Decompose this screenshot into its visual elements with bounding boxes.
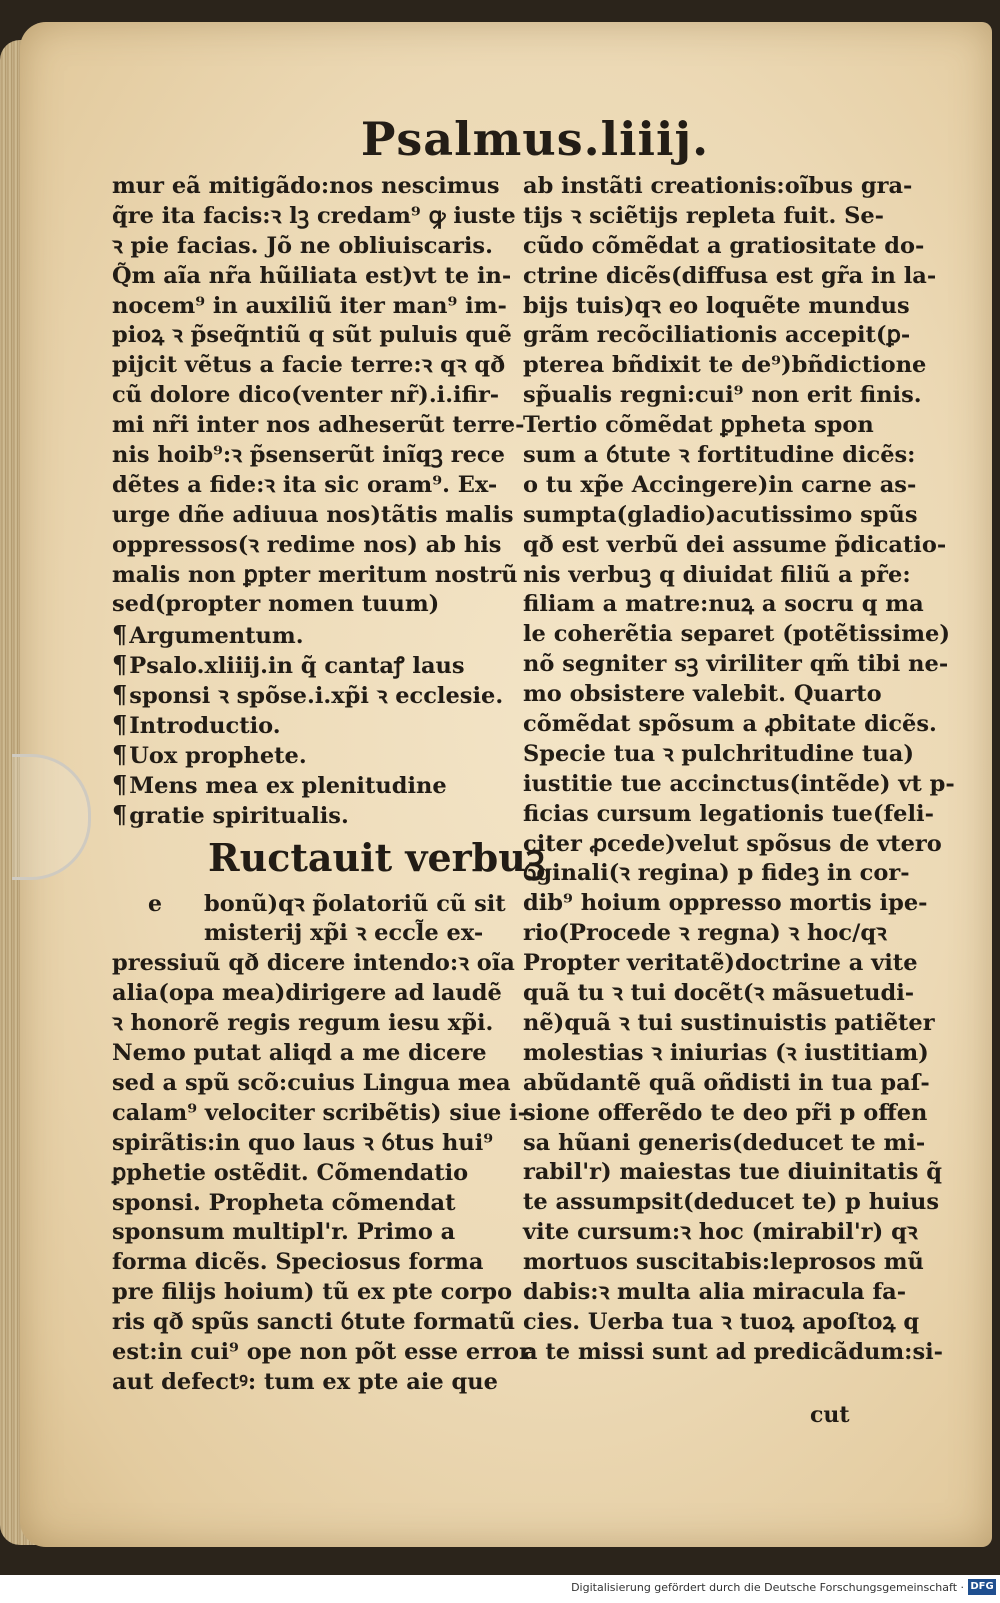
text-line — [523, 1218, 923, 1248]
text-line — [112, 531, 507, 561]
line-text: a te missi sunt ad predicãdum:si- — [523, 1338, 943, 1365]
text-line — [523, 262, 937, 292]
text-line — [523, 740, 923, 770]
text-line — [112, 381, 507, 411]
line-text: Uox prophete. — [129, 742, 307, 769]
line-text: Argumentum. — [129, 623, 304, 650]
text-line — [523, 1129, 926, 1159]
text-line — [112, 1308, 516, 1338]
line-text: mortuos suscitabis:leprosos mũ — [523, 1249, 924, 1276]
pilcrow-icon: ¶ — [112, 680, 128, 710]
text-line — [112, 202, 516, 232]
dfg-logo: DFG — [968, 1579, 996, 1595]
line-text: ab instãti creationis:oĩbus gra- — [523, 173, 913, 199]
line-text: est:in cui⁹ ope non põt esse error — [112, 1338, 531, 1365]
rubric-line — [112, 800, 507, 830]
text-line — [523, 411, 923, 441]
text-line — [523, 979, 923, 1009]
incipit-body — [112, 890, 507, 950]
line-text: cũdo cõmẽdat a gratiositate do- — [523, 232, 925, 259]
line-text: tijs ꝛ sciẽtijs repleta fuit. Se- — [523, 202, 885, 229]
line-text: pressiuũ qð dicere intendo:ꝛ oĩa — [112, 950, 515, 977]
line-text: ꝛ pie facias. Jõ ne obliuiscaris. — [112, 232, 493, 259]
line-text: te assumpsit(deducet te) p huius — [523, 1189, 940, 1216]
text-line — [112, 561, 518, 591]
line-text: ctrine dicẽs(diffusa est gr̃a in la- — [523, 262, 937, 289]
line-text: Nemo putat aliqd a me dicere — [112, 1040, 487, 1067]
pilcrow-icon: ¶ — [112, 799, 128, 829]
line-text: alia(opa mea)dirigere ad laudẽ — [112, 980, 502, 1007]
line-text: dẽtes a fide:ꝛ ita sic oram⁹. Ex- — [112, 471, 498, 498]
text-line — [112, 1009, 507, 1039]
text-line — [112, 172, 507, 202]
text-line — [112, 890, 507, 920]
line-text: ꝑphetie ostẽdit. Cõmendatio — [112, 1159, 469, 1186]
left-rubrics-block — [112, 620, 507, 829]
text-line — [523, 1099, 928, 1129]
line-text: misterij xp̃i ꝛ eccl̃e ex- — [204, 920, 484, 947]
rubric-line — [112, 740, 507, 770]
line-text: sumpta(gladio)acutissimo spũs — [523, 501, 918, 528]
text-line — [112, 441, 507, 471]
line-text: filiam a matre:nuꝝ a socru q ma — [523, 591, 924, 618]
initial-letter: e — [148, 890, 162, 917]
line-text: cũ dolore dico(venter nr̃).i.ifir- — [112, 382, 500, 409]
line-text: sa hũani generis(deducet te mi- — [523, 1129, 926, 1156]
footer-credit: Digitalisierung gefördert durch die Deutsche Forschungsgemeinschaft · — [571, 1581, 964, 1594]
line-text: cies. Uerba tua ꝛ tuoꝝ apoſtoꝝ q — [523, 1308, 920, 1335]
pilcrow-icon: ¶ — [112, 620, 128, 650]
text-line — [112, 292, 507, 322]
right-lines-block — [523, 172, 955, 1368]
line-text: ỽginali(ꝛ regina) p fideꝫ in cor- — [523, 860, 910, 887]
text-line — [523, 1039, 929, 1069]
text-line — [112, 919, 507, 949]
line-text: mo obsistere valebit. Quarto — [523, 681, 882, 708]
line-text: ꝛ honorẽ regis regum iesu xp̃i. — [112, 1010, 494, 1037]
line-text: mur eã mitigãdo:nos nescimus — [112, 173, 500, 199]
line-text: dabis:ꝛ multa alia miracula fa- — [523, 1278, 907, 1305]
text-line — [112, 232, 507, 262]
text-line — [112, 1159, 507, 1189]
line-text: pioꝝ ꝛ p̃seq̃ntiũ q sũt puluis quẽ — [112, 322, 512, 349]
line-text: qð est verbũ dei assume p̃dicatio- — [523, 531, 947, 558]
line-text: sed a spũ scõ:cuius Lingua mea — [112, 1069, 511, 1096]
text-line — [523, 471, 923, 501]
line-text: Specie tua ꝛ pulchritudine tua) — [523, 740, 914, 767]
catchword: cut — [810, 1402, 850, 1428]
text-line — [523, 1069, 930, 1099]
line-text: rio(Procede ꝛ regna) ꝛ hoc/qꝛ — [523, 920, 887, 947]
line-text: Psalo.xliiij.in q̃ cantaꝭ laus — [129, 653, 465, 680]
line-text: nõ segniter sꝫ viriliter qm̃ tibi ne- — [523, 651, 949, 678]
psalm-incipit — [112, 830, 546, 890]
text-line — [112, 1039, 507, 1069]
text-line — [523, 1009, 935, 1039]
line-text: sponsum multipl'r. Primo a — [112, 1219, 456, 1246]
text-line — [523, 321, 923, 351]
pilcrow-icon: ¶ — [112, 710, 128, 740]
line-text: o tu xp̃e Accingere)in carne as- — [523, 471, 917, 498]
left-top-block — [112, 172, 525, 620]
line-text: nis hoib⁹:ꝛ p̃senserũt inĩqꝫ rece — [112, 442, 505, 469]
text-line — [523, 202, 923, 232]
text-line — [523, 620, 950, 650]
text-line — [112, 1278, 513, 1308]
running-title: Psalmus.liiij. — [360, 112, 710, 166]
line-text: sponsi ꝛ spõse.i.xp̃i ꝛ ecclesie. — [129, 683, 504, 710]
line-text: q̃re ita facis:ꝛ lꝫ credam⁹ ꝙ iuste — [112, 202, 516, 229]
line-text: nis verbuꝫ q diuidat filiũ a pr̃e: — [523, 561, 911, 588]
text-line — [523, 1248, 923, 1278]
text-line — [523, 590, 923, 620]
line-text: sed(propter nomen tuum) — [112, 591, 440, 618]
line-text: Introductio. — [129, 713, 281, 740]
text-line — [523, 232, 923, 262]
text-line — [523, 501, 923, 531]
text-line — [112, 1189, 507, 1219]
line-text: pre filijs hoium) tũ ex pte corpo — [112, 1279, 513, 1306]
text-line — [112, 1368, 507, 1398]
line-text: mi nr̃i inter nos adheserũt terre- — [112, 412, 525, 439]
text-line — [112, 1248, 507, 1278]
text-line — [523, 1278, 923, 1308]
rubric-line — [112, 650, 507, 680]
left-column — [112, 172, 546, 1398]
text-line — [523, 889, 928, 919]
text-line — [523, 830, 942, 860]
line-text: abũdantẽ quã oñdisti in tua paſ- — [523, 1069, 930, 1096]
line-text: oppressos(ꝛ redime nos) ab his — [112, 531, 502, 558]
text-line — [112, 949, 515, 979]
text-line — [523, 1158, 943, 1188]
left-indented-block — [112, 890, 507, 950]
line-text: bijs tuis)qꝛ eo loquẽte mundus — [523, 292, 910, 319]
line-text: sione offerẽdo te deo pr̃i p offen — [523, 1099, 928, 1126]
pilcrow-icon: ¶ — [112, 739, 128, 769]
line-text: le coherẽtia separet (potẽtissime) — [523, 621, 950, 648]
line-text: Q̃m aĩa nr̃a hũiliata est)vt te in- — [112, 262, 512, 289]
text-line — [112, 1069, 511, 1099]
text-line — [112, 501, 514, 531]
text-line — [112, 1338, 531, 1368]
line-text: calam⁹ velociter scribẽtis) siue i- — [112, 1099, 527, 1126]
line-text: Mens mea ex plenitudine — [129, 772, 447, 799]
line-text: grãm recõciliationis accepit(ꝑ- — [523, 322, 911, 349]
left-bottom-block — [112, 949, 531, 1397]
text-line — [523, 172, 923, 202]
line-text: aut defectꝰ: tum ex pte aie que — [112, 1368, 498, 1395]
line-text: ris qð spũs sancti ỽtute formatũ — [112, 1309, 516, 1336]
line-text: iustitie tue accinctus(intẽde) vt p- — [523, 770, 955, 797]
rubric-line — [112, 710, 507, 740]
text-line — [523, 680, 923, 710]
line-text: sum a ỽtute ꝛ fortitudine dicẽs: — [523, 442, 916, 469]
text-line — [112, 262, 512, 292]
text-line — [523, 351, 927, 381]
line-text: rabil'r) maiestas tue diuinitatis q̃ — [523, 1159, 943, 1186]
line-text: cõmẽdat spõsum a ꝓbitate dicẽs. — [523, 711, 937, 738]
line-text: dib⁹ hoium oppresso mortis ipe- — [523, 890, 928, 917]
text-line — [523, 710, 937, 740]
pilcrow-icon: ¶ — [112, 769, 128, 799]
text-line — [523, 800, 934, 830]
line-text: pterea bñdixit te de⁹)bñdictione — [523, 352, 927, 379]
line-text: bonũ)qꝛ p̃olatoriũ cũ sit — [204, 890, 506, 917]
line-text: Tertio cõmẽdat ꝑpheta spon — [523, 412, 874, 439]
incipit-text: Ructauit verbuꝫ — [208, 834, 546, 880]
line-text: pijcit vẽtus a facie terre:ꝛ qꝛ qð — [112, 352, 506, 379]
text-line — [112, 351, 507, 381]
rubric-line — [112, 770, 507, 800]
line-text: citer ꝓcede)velut spõsus de vtero — [523, 830, 942, 857]
line-text: nocem⁹ in auxiliũ iter man⁹ im- — [112, 292, 507, 319]
line-text: urge dñe adiuua nos)tãtis malis — [112, 501, 514, 528]
text-line — [112, 1099, 527, 1129]
book-clasp — [12, 754, 91, 880]
rubric-line — [112, 620, 507, 650]
line-text: nẽ)quã ꝛ tui sustinuistis patiẽter — [523, 1009, 935, 1036]
text-line — [523, 441, 923, 471]
line-text: vite cursum:ꝛ hoc (mirabil'r) qꝛ — [523, 1219, 918, 1246]
rubric-line — [112, 680, 507, 710]
line-text: molestias ꝛ iniurias (ꝛ iustitiam) — [523, 1039, 929, 1066]
text-line — [523, 531, 947, 561]
text-line — [112, 321, 512, 351]
text-line — [112, 979, 507, 1009]
line-text: ficias cursum legationis tue(feli- — [523, 800, 934, 827]
line-text: Propter veritatẽ)doctrine a vite — [523, 950, 918, 977]
right-column — [523, 172, 955, 1368]
text-line — [112, 590, 507, 620]
text-line — [523, 919, 923, 949]
line-text: gratie spiritualis. — [129, 802, 349, 829]
line-text: quã tu ꝛ tui docẽt(ꝛ mãsuetudi- — [523, 980, 915, 1007]
text-line — [112, 411, 525, 441]
line-text: malis non ꝑpter meritum nostrũ — [112, 561, 518, 588]
line-text: forma dicẽs. Speciosus forma — [112, 1249, 484, 1276]
text-line — [112, 1129, 507, 1159]
pilcrow-icon: ¶ — [112, 650, 128, 680]
line-text: spirãtis:in quo laus ꝛ ỽtus hui⁹ — [112, 1129, 494, 1156]
text-line — [523, 1188, 940, 1218]
running-header — [0, 112, 1000, 166]
text-line — [523, 770, 955, 800]
text-line — [523, 561, 923, 591]
footer-bar — [0, 1575, 1000, 1603]
text-line — [523, 949, 923, 979]
text-line — [523, 650, 949, 680]
line-text: sponsi. Propheta cõmendat — [112, 1189, 456, 1216]
text-line — [112, 471, 507, 501]
text-line — [523, 1338, 943, 1368]
text-line — [523, 859, 923, 889]
text-line — [112, 1218, 507, 1248]
text-line — [523, 1308, 923, 1338]
line-text: sp̃ualis regni:cui⁹ non erit finis. — [523, 382, 922, 409]
text-line — [523, 292, 923, 322]
text-line — [523, 381, 923, 411]
